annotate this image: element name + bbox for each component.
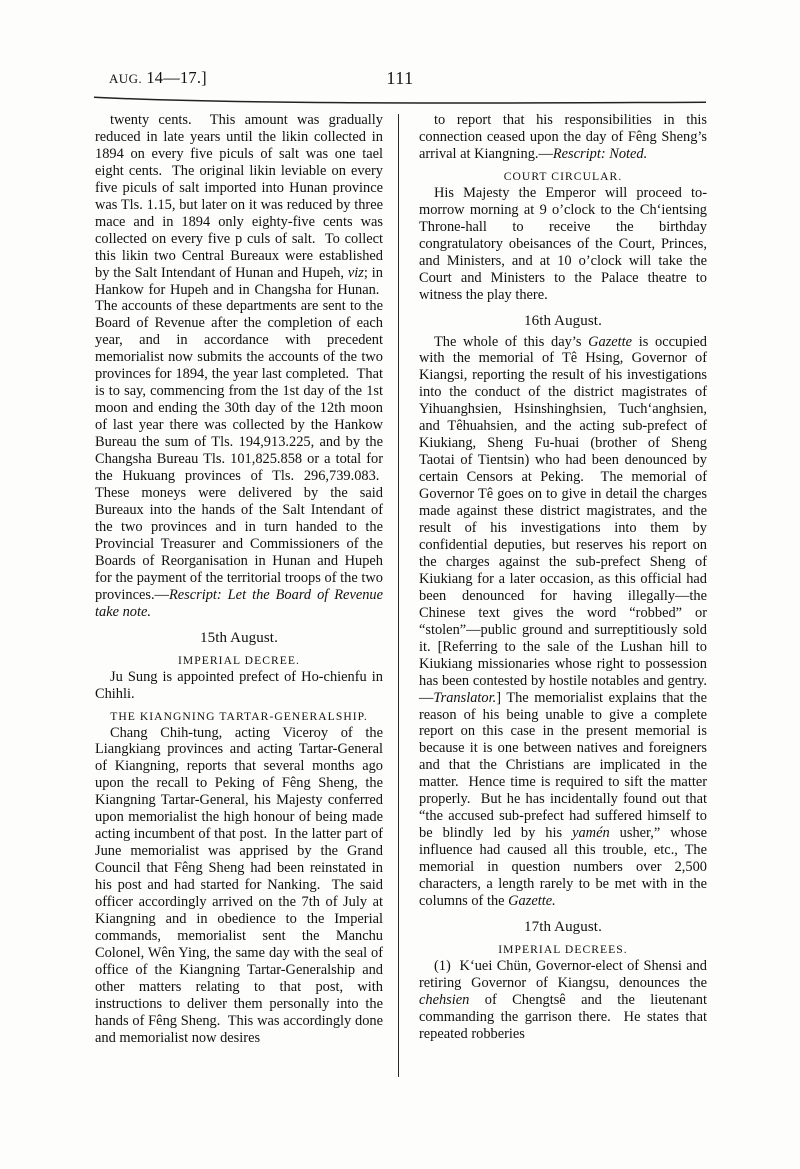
running-head-date-range-caps: AUG. — [109, 71, 143, 86]
running-head-date-range-rest: 14—17.] — [142, 68, 207, 87]
section-heading-kiangning-tartar-generalship: THE KIANGNING TARTAR-GENERALSHIP. — [110, 709, 368, 723]
memorial-continuation-paragraph: to report that his responsibilities in this connection ceased upon the day of Fêng Sheng’s arrival at Kiangning.—Rescript: Noted. — [419, 112, 707, 162]
salt-likin-paragraph: twenty cents. This amount was gradually reduced in late years until the likin collected in 1894 on every five piculs of salt was one tael eight cents. The original likin leviable on every five piculs of salt imported into Hunan province was Tls. 1.15, but later on it was reduced by three mace and in 1894 only eighty-five cents was collected on every five p culs of salt. To collect this likin two Central Bureaux were established by the Salt Intendant of Hunan and Hupeh, viz; in Hankow for Hupeh and in Changsha for Hunan. The accounts of these departments are sent to the Board of Revenue after the completion of each year, and in accordance with precedent memorialist now submits the accounts of the two provinces for 1894, the year last completed. That is to say, commencing from the 1st day of the 1st moon and ending the 30th day of the 12th moon of last year there was collected by the Hankow Bureau the sum of Tls. 194,913.225, and by the Changsha Bureau Tls. 101,825.858 or a total for the Hukuang provinces of Tls. 296,739.083. These moneys were delivered by the said Bureaux into the hands of the Salt Intendant of the two provinces and in turn handed to the Provincial Treasurer and Commissioners of the Boards of Reorganisation in Hunan and Hupeh for the payment of the territorial troops of the two provinces.—Rescript: Let the Board of Revenue take note. — [95, 112, 383, 620]
section-heading-imperial-decrees: IMPERIAL DECREES. — [498, 942, 628, 956]
left-text-column — [95, 112, 383, 1047]
section-heading-court-circular: COURT CIRCULAR. — [503, 169, 623, 183]
right-text-column — [419, 112, 707, 1043]
chang-chih-tung-memorial-paragraph: Chang Chih-tung, acting Viceroy of the Liangkiang provinces and acting Tartar-General of Kiangning, reports that several months ago upon the recall to Peking of Fêng Sheng, the Kiangning Tartar-General, his Majesty conferred upon memorialist the high honour of being made acting incumbent of that post. In the latter part of June memorialist was apprised by the Grand Council that Fêng Sheng had been reinstated in his post and had started for Nanking. The said officer accordingly arrived on the 7th of July at Kiangning and in obedience to the Imperial commands, memorialist sent the Manchu Colonel, Wên Ying, the same day with the seal of office of the Kiangning Tartar-Generalship and other matters relating to that post, with instructions to deliver them personally into the hands of Fêng Sheng. This was accordingly done and memorialist now desires — [95, 724, 383, 1046]
date-heading-17th-august: 17th August. — [524, 918, 602, 935]
date-heading-16th-august: 16th August. — [524, 312, 602, 329]
date-heading-15th-august: 15th August. — [200, 629, 278, 646]
ju-sung-appointment-paragraph: Ju Sung is appointed prefect of Ho-chienfu in Chihli. — [95, 668, 383, 702]
header-horizontal-rule — [93, 96, 707, 106]
section-heading-imperial-decree: IMPERIAL DECREE. — [178, 653, 300, 667]
court-circular-paragraph: His Majesty the Emperor will proceed to-morrow morning at 9 o’clock to the Ch‘ientsing Throne-hall to receive the birthday congratulatory obeisances of the Court, Princes, and Ministers, and at 10 o’clock will take the Court and Ministers to the Palace theatre to witness the play there. — [419, 184, 707, 303]
running-head — [95, 68, 705, 94]
te-hsing-memorial-paragraph: The whole of this day’s Gazette is occupied with the memorial of Tê Hsing, Governor of Kiangsi, reporting the result of his investigations into the conduct of the district magistrates of Yihuanghsien, Hsinshinghsien, Tuch‘anghsien, and Têhuahsien, and the acting sub-prefect of Kiukiang, Sheng Fu-huai (brother of Sheng Taotai of Tientsin) who had been denounced by certain Censors at Peking. The memorial of Governor Tê goes on to give in detail the charges made against these district magistrates, and the result of his investigations into them by confidential deputies, but reserves his report on the charges against the sub-prefect Sheng of Kiukiang for a later occasion, as this official had been denounced for having illegally—the Chinese text gives the word “robbed” or “stolen”—public ground and surreptitiously sold it. [Referring to the sale of the Lushan hill to Kiukiang missionaries whose right to possession has been contested by hostile notables and gentry.—Translator.] The memorialist explains that the reason of his being unable to give a complete report on this case in the present memorial is because it is one between natives and foreigners and that the Christians are implicated in the matter. Hence time is required to sift the matter properly. But he has incidentally found out that “the accused sub-prefect had suffered himself to be blindly led by his yamén usher,” whose influence had caused all this trouble, etc., The memorial in question numbers over 2,500 characters, a length rarely to be met with in the columns of the Gazette. — [419, 333, 707, 909]
page-number: 111 — [386, 68, 414, 88]
column-divider-rule — [398, 114, 399, 1077]
kuei-chun-decree-paragraph: (1) K‘uei Chün, Governor-elect of Shensi and retiring Governor of Kiangsu, denounces the chehsien of Chengtsê and the lieutenant commanding the garrison there. He states that repeated robberies — [419, 957, 707, 1042]
